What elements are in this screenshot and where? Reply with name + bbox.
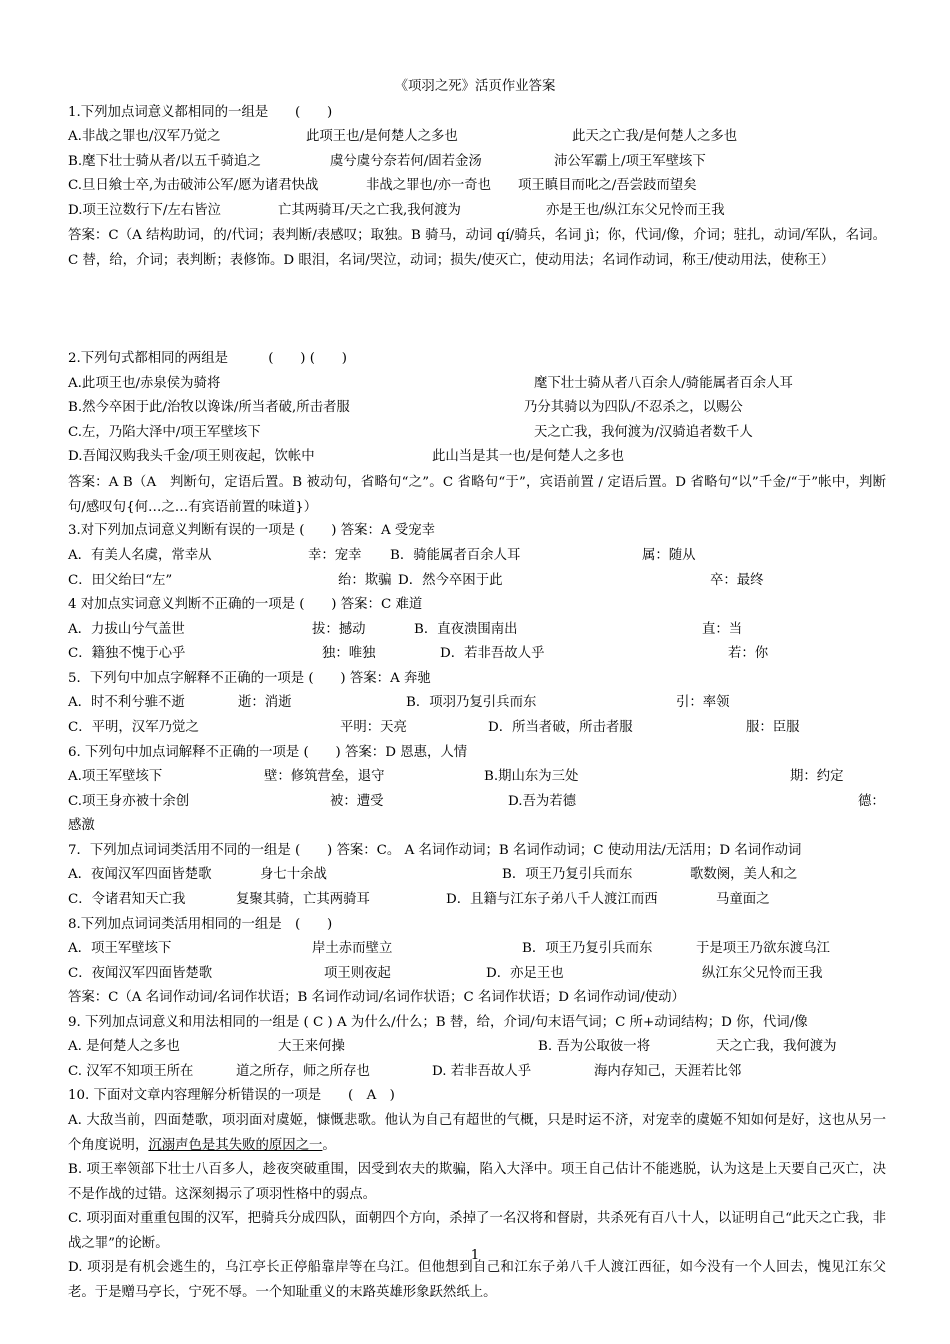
text-line — [68, 520, 890, 542]
line-segment: 1.下列加点词意义都相同的一组是 ( ) — [68, 105, 333, 120]
line-segment: C. 汉军不知项王所在 — [68, 1064, 194, 1079]
line-segment: 引：率领 — [676, 695, 730, 710]
line-segment: B.然今卒困于此/治牧以谗诛/所当者破,所击者服 — [68, 400, 350, 415]
line-segment: A．项王军壁垓下 — [68, 941, 172, 956]
line-segment: 卒：最终 — [710, 573, 764, 588]
paragraph: 答案：A B（A 判断句，定语后置。B 被动句，省略句“之”。C 省略句“于”，宾语前置 / 定语后置。D 省略句“以”千金/“于”帐中，判断句/感叹句{何…之…有宾语前置的味道}） — [68, 475, 886, 515]
line-segment: 纵江东父兄怜而王我 — [702, 966, 823, 981]
line-segment: B.麾下壮士骑从者/以五千骑追之 — [68, 154, 261, 169]
text-line — [68, 397, 890, 419]
line-segment: D．所当者破，所击者服 — [488, 720, 633, 735]
line-segment: 直：当 — [702, 622, 743, 637]
line-segment: 10. 下面对文章内容理解分析错误的一项是 ( A ) — [68, 1088, 395, 1103]
paragraph: B. 项王率领部下壮士八百多人，趁夜突破重围，因受到农夫的欺骗，陷入大泽中。项王自己估计不能逃脱，认为这是上天要自己灭亡，决不是作战的过错。这深刻揭示了项羽性格中的弱点。 — [68, 1162, 886, 1202]
line-segment: B.期山东为三处 — [484, 769, 579, 784]
line-segment: C．田父绐曰“左” — [68, 573, 173, 588]
line-segment: B．项羽乃复引兵而东 — [406, 695, 537, 710]
line-segment: 平明：天亮 — [340, 720, 407, 735]
text-line — [68, 963, 890, 985]
line-segment: 虞兮虞兮奈若何/固若金汤 — [330, 154, 482, 169]
underlined-text: 沉溺声色是其失败的原因之一 — [148, 1138, 323, 1153]
line-segment: 属：随从 — [642, 548, 696, 563]
line-segment: A．有美人名虞，常幸从 — [68, 548, 212, 563]
text-line — [68, 840, 890, 862]
line-segment: 4 对加点实词意义判断不正确的一项是 ( ) 答案：C 难道 — [68, 597, 423, 612]
line-segment: 歌数阕，美人和之 — [690, 867, 798, 882]
line-segment: C．夜闻汉军四面皆楚歌 — [68, 966, 213, 981]
paragraph: D. 项羽是有机会逃生的，乌江亭长正停船靠岸等在乌江。但他想到自己和江东子弟八千人渡江西征，如今没有一个人回去，愧见江东父老。于是赠马亭长，宁死不辱。一个知耻重义的末路英雄形象跃然纸上。 — [68, 1260, 886, 1300]
line-segment: 于是项王乃欲东渡乌江 — [696, 941, 830, 956]
text-line — [68, 766, 890, 788]
line-segment: 答案：C（A 名词作动词/名词作状语；B 名词作动词/名词作状语；C 名词作状语；D 名词作动词/使动） — [68, 990, 685, 1005]
line-segment: C.旦日飨士卒,为击破沛公军/愿为诸君快战 — [68, 178, 319, 193]
text-line — [68, 446, 890, 468]
line-segment: B．项王乃复引兵而东 — [522, 941, 653, 956]
text-line — [68, 938, 890, 960]
line-segment: 被：遭受 — [330, 794, 384, 809]
line-segment: A. 是何楚人之多也 — [68, 1039, 180, 1054]
line-segment: 8.下列加点词词类活用相同的一组是 ( ) — [68, 917, 333, 932]
line-segment: 独：唯独 — [322, 646, 376, 661]
line-segment: 此天之亡我/是何楚人之多也 — [572, 129, 738, 144]
text-line — [68, 594, 890, 616]
paragraph: 答案：C（A 结构助词，的/代词；表判断/表感叹；取独。B 骑马，动词 qí/骑兵，名词 jì；你，代词/像，介词；驻扎，动词/军队，名词。C 替，给，介词；表判断；表修饰。D 眼泪，名词/哭泣，动词；损失/使灭亡，使动用法；名词作动词，称王/使动用法，使称王） — [68, 228, 886, 268]
line-segment: 5．下列句中加点字解释不正确的一项是 ( ) 答案：A 奔驰 — [68, 671, 431, 686]
line-segment: A.非战之罪也/汉军乃觉之 — [68, 129, 221, 144]
line-segment: D.吾闻汉购我头千金/项王则夜起，饮帐中 — [68, 449, 315, 464]
line-segment: C.项王身亦被十余创 — [68, 794, 190, 809]
text-line — [68, 151, 890, 173]
text-line — [68, 815, 890, 837]
line-segment: A．夜闻汉军四面皆楚歌 — [68, 867, 212, 882]
text-line — [68, 1036, 890, 1058]
line-segment: D．且籍与江东子弟八千人渡江而西 — [446, 892, 658, 907]
text-line — [68, 126, 890, 148]
line-segment: 乃分其骑以为四队/不忍杀之，以赐公 — [524, 400, 743, 415]
line-segment: 天之亡我，我何渡为 — [716, 1039, 837, 1054]
line-segment: B．骑能属者百余人耳 — [390, 548, 521, 563]
line-segment: A．时不利兮骓不逝 — [68, 695, 185, 710]
text-line — [68, 570, 890, 592]
line-segment: 德： — [858, 794, 885, 809]
line-segment: 服：臣服 — [746, 720, 800, 735]
line-segment: 9. 下列加点词意义和用法相同的一组是 ( C ) A 为什么/什么；B 替，给，介词/句末语气词；C 所+动词结构；D 你，代词/像 — [68, 1015, 808, 1030]
paragraph-text-end: 。 — [322, 1138, 336, 1153]
line-segment: 2.下列句式都相同的两组是 ( ) ( ) — [68, 351, 347, 366]
text-line — [68, 889, 890, 911]
text-line — [68, 200, 890, 222]
line-segment: 亦是王也/纵江东父兄怜而王我 — [546, 203, 725, 218]
line-segment: 海内存知己，天涯若比邻 — [594, 1064, 742, 1079]
line-segment: D. 若非吾故人乎 — [432, 1064, 532, 1079]
line-segment: 逝：消逝 — [238, 695, 292, 710]
line-segment: 7．下列加点词词类活用不同的一组是 ( ) 答案：C。 A 名词作动词；B 名词作动词；C 使动用法/无活用；D 名词作动词 — [68, 843, 802, 858]
line-segment: 非战之罪也/亦一奇也 — [366, 178, 492, 193]
line-segment: A.项王军壁垓下 — [68, 769, 163, 784]
line-segment: C．籍独不愧于心乎 — [68, 646, 186, 661]
line-segment: 道之所存，师之所存也 — [236, 1064, 370, 1079]
line-segment: 期：约定 — [790, 769, 844, 784]
paragraph-text: A. 大敌当前，四面楚歌，项羽面对虞姬，慷慨悲歌。他认为自己有超世的气概，只是时运不济，对宠幸的虞姬不知如何是好，这也从另一个角度说明， — [68, 1113, 886, 1153]
line-segment: C．平明，汉军乃觉之 — [68, 720, 199, 735]
text-line — [68, 175, 890, 197]
text-line — [68, 692, 890, 714]
text-line — [68, 987, 890, 1009]
text-line — [68, 422, 890, 444]
line-segment: 岸土赤而壁立 — [312, 941, 393, 956]
line-segment: 3.对下列加点词意义判断有误的一项是 ( ) 答案：A 受宠幸 — [68, 523, 436, 538]
text-line — [68, 1012, 890, 1034]
line-segment: B．项王乃复引兵而东 — [502, 867, 633, 882]
line-segment: D.吾为若德 — [508, 794, 577, 809]
text-line — [68, 742, 890, 764]
text-line — [68, 373, 890, 395]
line-segment: 亡其两骑耳/天之亡我,我何渡为 — [278, 203, 461, 218]
line-segment: 感激 — [68, 818, 95, 833]
line-segment: D．若非吾故人乎 — [440, 646, 545, 661]
text-line — [68, 643, 890, 665]
line-segment: 幸：宠幸 — [308, 548, 362, 563]
line-segment: 沛公军霸上/项王军壁垓下 — [554, 154, 706, 169]
text-line — [68, 717, 890, 739]
text-line — [68, 619, 890, 641]
line-segment: 身七十余战 — [260, 867, 327, 882]
line-segment: C．令诸君知天亡我 — [68, 892, 186, 907]
line-segment: 麾下壮士骑从者八百余人/骑能属者百余人耳 — [534, 376, 793, 391]
text-line — [68, 102, 890, 124]
line-segment: 6. 下列句中加点词解释不正确的一项是 ( ) 答案：D 恩惠，人情 — [68, 745, 468, 760]
line-segment: 此项王也/是何楚人之多也 — [306, 129, 458, 144]
line-segment: 项王瞋目而叱之/吾尝跂而望矣 — [518, 178, 697, 193]
line-segment: 拔：撼动 — [312, 622, 366, 637]
line-segment: C.左，乃陷大泽中/项王军壁垓下 — [68, 425, 261, 440]
text-line — [68, 668, 890, 690]
text-line — [68, 791, 890, 813]
text-line — [68, 1085, 890, 1107]
line-segment: D.项王泣数行下/左右皆泣 — [68, 203, 221, 218]
line-segment: 复聚其骑，亡其两骑耳 — [236, 892, 370, 907]
text-line — [68, 1061, 890, 1083]
line-segment: 绐：欺骗 — [338, 573, 392, 588]
line-segment: D．亦足王也 — [486, 966, 564, 981]
document-title: 《项羽之死》活页作业答案 — [394, 79, 556, 94]
line-segment: 壁：修筑营垒，退守 — [264, 769, 385, 784]
text-line — [68, 545, 890, 567]
line-segment: A．力拔山兮气盖世 — [68, 622, 185, 637]
line-segment: 若：你 — [728, 646, 769, 661]
paragraph — [68, 1108, 886, 1158]
line-segment: D．然今卒困于此 — [398, 573, 503, 588]
text-line — [68, 864, 890, 886]
line-segment: 此山当是其一也/是何楚人之多也 — [432, 449, 624, 464]
text-line — [68, 914, 890, 936]
paragraph: C. 项羽面对重重包围的汉军，把骑兵分成四队，面朝四个方向，杀掉了一名汉将和督尉，共杀死有百八十人，以证明自己“此天之亡我，非战之罪”的论断。 — [68, 1211, 886, 1251]
line-segment: B. 吾为公取彼一将 — [538, 1039, 651, 1054]
line-segment: 马童面之 — [716, 892, 770, 907]
line-segment: B．直夜溃围南出 — [414, 622, 518, 637]
line-segment: 项王则夜起 — [324, 966, 391, 981]
line-segment: 大王来何操 — [278, 1039, 345, 1054]
line-segment: 天之亡我，我何渡为/汉骑追者数千人 — [534, 425, 753, 440]
text-line — [68, 348, 890, 370]
page-number: 1 — [470, 1248, 480, 1263]
line-segment: A.此项王也/赤泉侯为骑将 — [68, 376, 221, 391]
